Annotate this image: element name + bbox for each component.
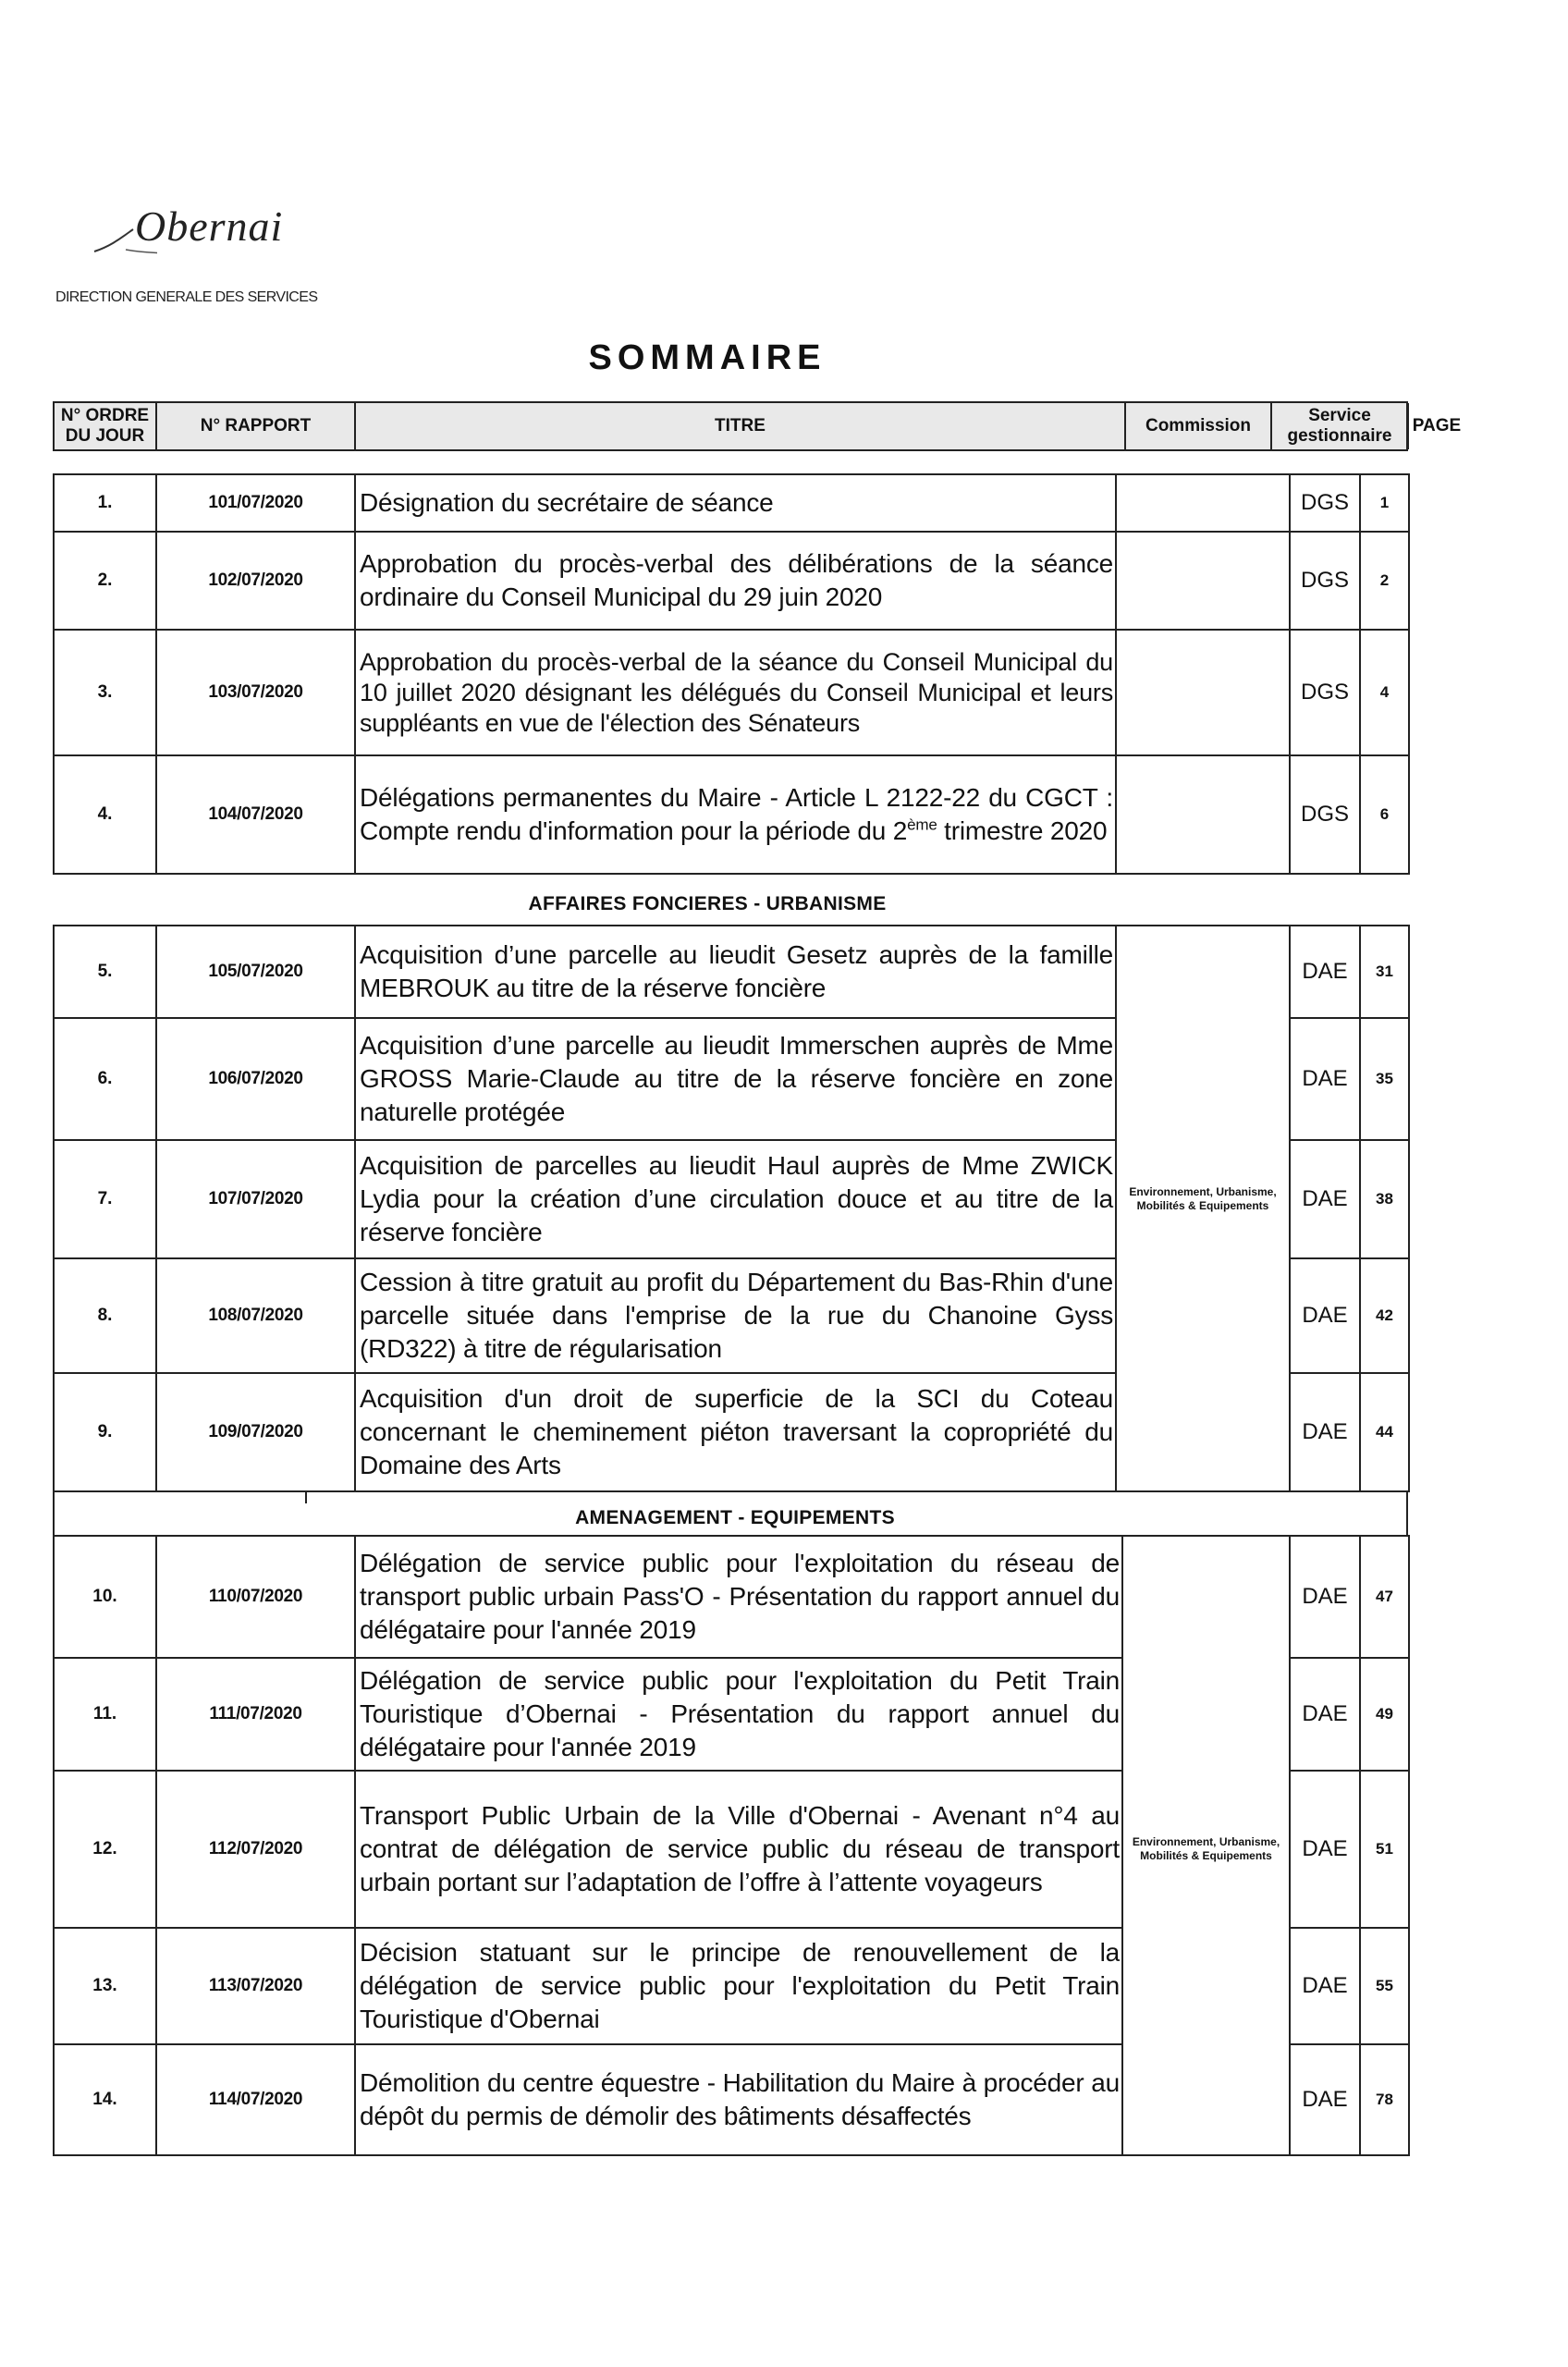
page-cell: 49 bbox=[1360, 1658, 1409, 1771]
table-row bbox=[54, 532, 1409, 630]
service-cell: DAE bbox=[1290, 1258, 1360, 1373]
item-title: Délégation de service public pour l'exploitation du Petit Train Touristique d’Obernai - Présentation du rapport annuel du délégataire pour l'année 2019 bbox=[355, 1658, 1122, 1771]
agenda-table-amenagement bbox=[53, 1535, 1410, 2156]
table-row bbox=[54, 1536, 1409, 1658]
table-row bbox=[54, 1018, 1409, 1140]
table-row bbox=[54, 926, 1409, 1018]
report-number: 104/07/2020 bbox=[156, 755, 355, 874]
item-number: 3. bbox=[54, 630, 156, 755]
commission-cell bbox=[1116, 630, 1290, 755]
divider bbox=[305, 1490, 307, 1503]
item-number: 13. bbox=[54, 1928, 156, 2044]
service-cell: DAE bbox=[1290, 1771, 1360, 1928]
agenda-table-foncieres bbox=[53, 925, 1410, 1492]
page-cell: 55 bbox=[1360, 1928, 1409, 2044]
service-cell: DAE bbox=[1290, 1658, 1360, 1771]
table-row bbox=[54, 1771, 1409, 1928]
column-header-service: Service gestionnaire bbox=[1272, 403, 1409, 449]
item-title-end: trimestre 2020 bbox=[937, 816, 1108, 845]
table-row bbox=[54, 630, 1409, 755]
service-cell: DAE bbox=[1290, 2044, 1360, 2155]
item-title: Acquisition d’une parcelle au lieudit Immerschen auprès de Mme GROSS Marie-Claude au titre de la réserve foncière en zone naturelle protégée bbox=[355, 1018, 1116, 1140]
report-number: 103/07/2020 bbox=[156, 630, 355, 755]
item-number: 5. bbox=[54, 926, 156, 1018]
item-title bbox=[355, 755, 1116, 874]
logo-text: Obernai bbox=[135, 202, 284, 250]
report-number: 102/07/2020 bbox=[156, 532, 355, 630]
page-cell: 42 bbox=[1360, 1258, 1409, 1373]
page-cell: 1 bbox=[1360, 474, 1409, 532]
commission-cell bbox=[1116, 1018, 1290, 1140]
table-header bbox=[53, 401, 1462, 451]
item-title: Acquisition d'un droit de superficie de la SCI du Coteau concernant le cheminement piéton traversant la copropriété du Domaine des Arts bbox=[355, 1373, 1116, 1491]
report-number: 108/07/2020 bbox=[156, 1258, 355, 1373]
commission-cell bbox=[1122, 1536, 1290, 1658]
item-title: Approbation du procès-verbal de la séance du Conseil Municipal du 10 juillet 2020 désignant les délégués du Conseil Municipal et leurs suppléants en vue de l'élection des Sénateurs bbox=[355, 630, 1116, 755]
commission-cell bbox=[1116, 1373, 1290, 1491]
service-cell: DGS bbox=[1290, 474, 1360, 532]
service-cell: DAE bbox=[1290, 1140, 1360, 1258]
commission-cell bbox=[1116, 755, 1290, 874]
item-title-text: Délégations permanentes du Maire - Article L 2122-22 du CGCT : Compte rendu d'information pour la période du 2 bbox=[360, 783, 1113, 845]
service-cell: DGS bbox=[1290, 755, 1360, 874]
commission-label: Environnement, Urbanisme, Mobilités & Equipements bbox=[1122, 1771, 1290, 1928]
item-number: 7. bbox=[54, 1140, 156, 1258]
table-row bbox=[54, 1140, 1409, 1258]
table-row bbox=[54, 474, 1409, 532]
commission-cell bbox=[1122, 1928, 1290, 2044]
item-number: 8. bbox=[54, 1258, 156, 1373]
item-number: 9. bbox=[54, 1373, 156, 1491]
item-title: Désignation du secrétaire de séance bbox=[355, 474, 1116, 532]
report-number: 114/07/2020 bbox=[156, 2044, 355, 2155]
table-row bbox=[54, 1258, 1409, 1373]
item-title: Délégation de service public pour l'exploitation du réseau de transport public urbain Pass'O - Présentation du rapport annuel du délégataire pour l'année 2019 bbox=[355, 1536, 1122, 1658]
page-cell: 31 bbox=[1360, 926, 1409, 1018]
column-header-titre: TITRE bbox=[356, 403, 1126, 449]
service-cell: DAE bbox=[1290, 1536, 1360, 1658]
report-number: 110/07/2020 bbox=[156, 1536, 355, 1658]
service-cell: DAE bbox=[1290, 926, 1360, 1018]
item-number: 14. bbox=[54, 2044, 156, 2155]
report-number: 101/07/2020 bbox=[156, 474, 355, 532]
commission-cell bbox=[1116, 532, 1290, 630]
report-number: 111/07/2020 bbox=[156, 1658, 355, 1771]
item-title: Cession à titre gratuit au profit du Département du Bas-Rhin d'une parcelle située dans l'emprise de la rue du Chanoine Gyss (RD322) à titre de régularisation bbox=[355, 1258, 1116, 1373]
item-number: 4. bbox=[54, 755, 156, 874]
table-row bbox=[54, 755, 1409, 874]
item-title: Démolition du centre équestre - Habilitation du Maire à procéder au dépôt du permis de démolir des bâtiments désaffectés bbox=[355, 2044, 1122, 2155]
commission-cell bbox=[1122, 1658, 1290, 1771]
page-cell: 35 bbox=[1360, 1018, 1409, 1140]
page-cell: 47 bbox=[1360, 1536, 1409, 1658]
column-header-rapport: N° RAPPORT bbox=[157, 403, 356, 449]
report-number: 109/07/2020 bbox=[156, 1373, 355, 1491]
page-cell: 44 bbox=[1360, 1373, 1409, 1491]
section-title-amenagement: AMENAGEMENT - EQUIPEMENTS bbox=[575, 1507, 895, 1528]
item-title: Transport Public Urbain de la Ville d'Obernai - Avenant n°4 au contrat de délégation de service public du réseau de transport urbain portant sur l’adaptation de l’offre à l’attente voyageurs bbox=[355, 1771, 1122, 1928]
item-title: Acquisition d’une parcelle au lieudit Gesetz auprès de la famille MEBROUK au titre de la réserve foncière bbox=[355, 926, 1116, 1018]
service-cell: DGS bbox=[1290, 630, 1360, 755]
item-number: 2. bbox=[54, 532, 156, 630]
column-header-ordre: N° ORDRE DU JOUR bbox=[55, 403, 157, 449]
table-row bbox=[54, 1658, 1409, 1771]
superscript: ème bbox=[907, 816, 937, 834]
table-row bbox=[54, 2044, 1409, 2155]
column-header-commission: Commission bbox=[1126, 403, 1272, 449]
report-number: 106/07/2020 bbox=[156, 1018, 355, 1140]
department-label: DIRECTION GENERALE DES SERVICES bbox=[55, 289, 318, 305]
item-number: 11. bbox=[54, 1658, 156, 1771]
commission-label: Environnement, Urbanisme, Mobilités & Equipements bbox=[1116, 1140, 1290, 1258]
item-title: Décision statuant sur le principe de renouvellement de la délégation de service public pour l'exploitation du Petit Train Touristique d'Obernai bbox=[355, 1928, 1122, 2044]
report-number: 112/07/2020 bbox=[156, 1771, 355, 1928]
service-cell: DAE bbox=[1290, 1928, 1360, 2044]
service-cell: DAE bbox=[1290, 1018, 1360, 1140]
report-number: 107/07/2020 bbox=[156, 1140, 355, 1258]
page-cell: 6 bbox=[1360, 755, 1409, 874]
commission-cell bbox=[1116, 1258, 1290, 1373]
page-cell: 51 bbox=[1360, 1771, 1409, 1928]
commission-cell bbox=[1116, 474, 1290, 532]
commission-cell bbox=[1122, 2044, 1290, 2155]
page-title: SOMMAIRE bbox=[588, 338, 827, 377]
report-number: 105/07/2020 bbox=[156, 926, 355, 1018]
section-title-foncieres: AFFAIRES FONCIERES - URBANISME bbox=[528, 893, 887, 914]
table-row bbox=[54, 1373, 1409, 1491]
commission-cell bbox=[1116, 926, 1290, 1018]
service-cell: DGS bbox=[1290, 532, 1360, 630]
report-number: 113/07/2020 bbox=[156, 1928, 355, 2044]
item-title: Acquisition de parcelles au lieudit Haul auprès de Mme ZWICK Lydia pour la création d’une circulation douce et au titre de la réserve foncière bbox=[355, 1140, 1116, 1258]
obernai-logo bbox=[92, 202, 333, 266]
page-cell: 4 bbox=[1360, 630, 1409, 755]
page-cell: 2 bbox=[1360, 532, 1409, 630]
table-row bbox=[54, 1928, 1409, 2044]
item-title: Approbation du procès-verbal des délibérations de la séance ordinaire du Conseil Municipal du 29 juin 2020 bbox=[355, 532, 1116, 630]
service-cell: DAE bbox=[1290, 1373, 1360, 1491]
item-number: 10. bbox=[54, 1536, 156, 1658]
item-number: 1. bbox=[54, 474, 156, 532]
page-cell: 38 bbox=[1360, 1140, 1409, 1258]
item-number: 12. bbox=[54, 1771, 156, 1928]
column-header-page: PAGE bbox=[1412, 416, 1462, 435]
page-cell: 78 bbox=[1360, 2044, 1409, 2155]
item-number: 6. bbox=[54, 1018, 156, 1140]
agenda-table-general bbox=[53, 473, 1410, 875]
